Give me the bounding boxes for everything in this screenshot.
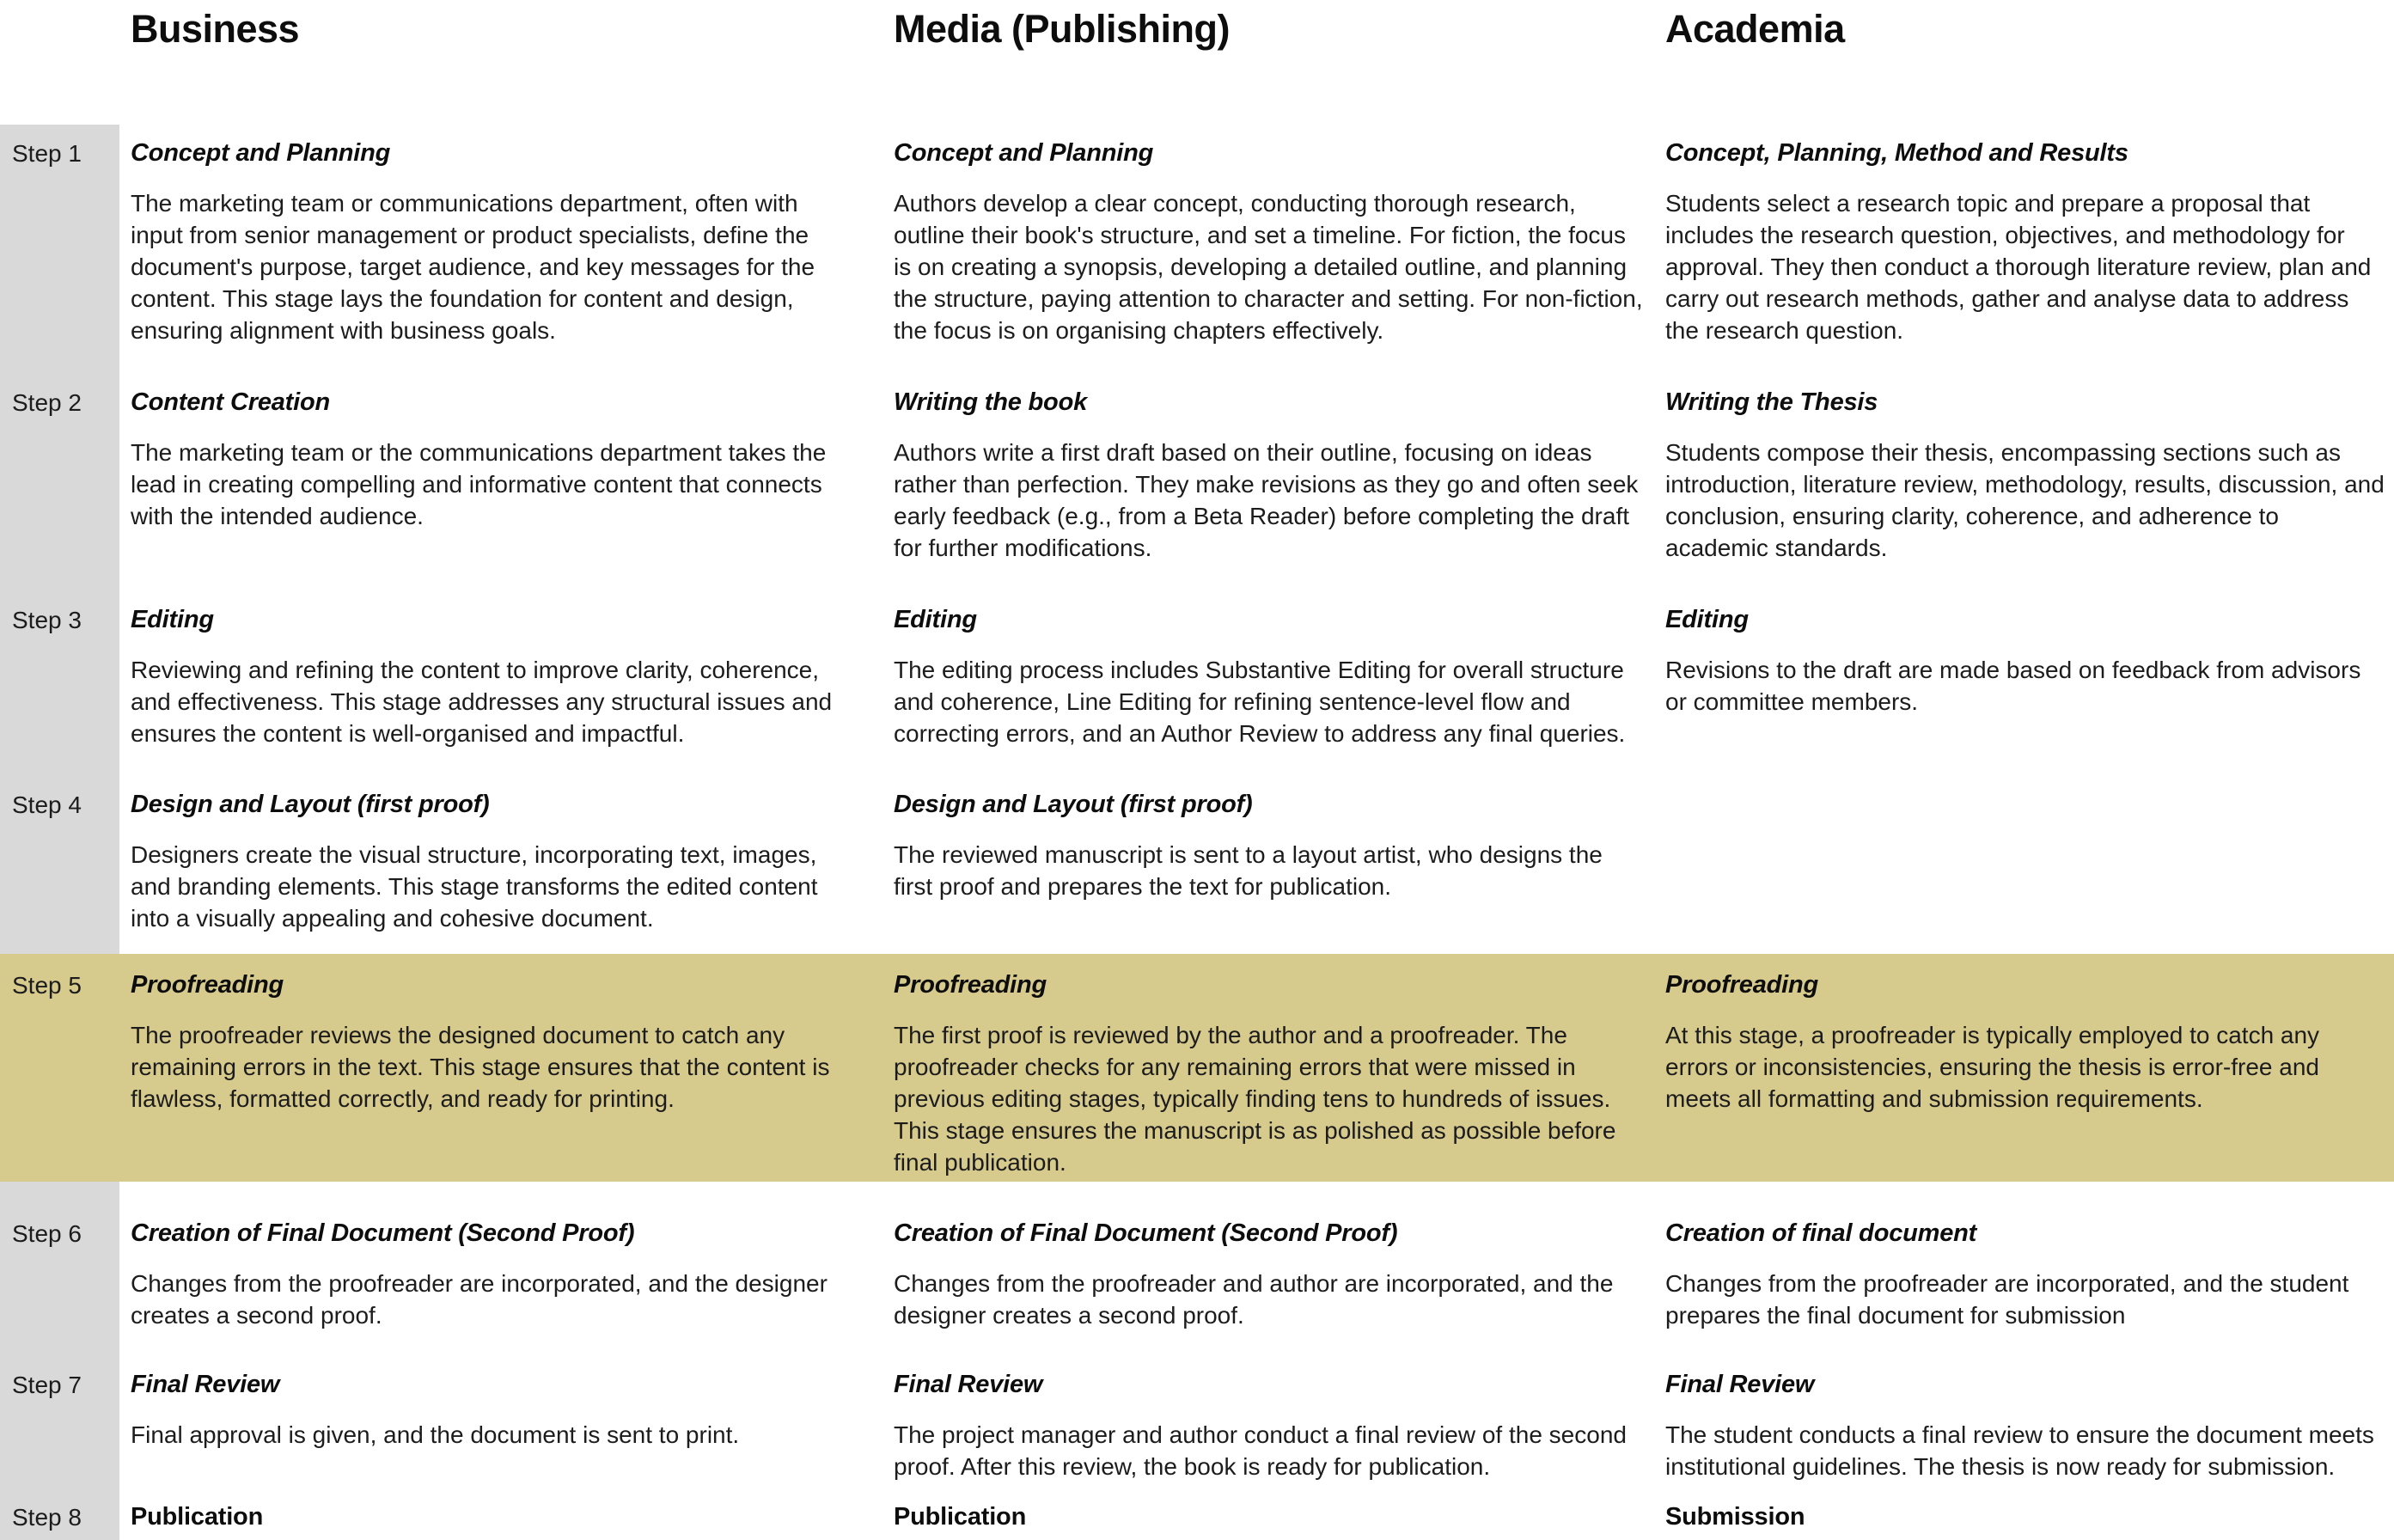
cell-heading: Final Review [894,1371,1043,1398]
cell-heading: Editing [1665,606,1749,633]
cell-heading: Design and Layout (first proof) [894,791,1253,818]
cell-heading: Submission [1665,1503,1805,1531]
cell-body: The first proof is reviewed by the author and a proofreader. The proofreader checks for any remaining errors that were missed in previous editing stages, typically finding tens to hundreds of issues. This stage ensures the manuscript is as polished as possible before final publication. [894,1022,1616,1176]
table-cell-academia-step3 [1665,591,2394,776]
cell-body: Revisions to the draft are made based on feedback from advisors or committee members. [1665,657,2361,715]
table-cell-business-step8 [119,1488,894,1540]
step-label: Step 1 [0,125,119,374]
cell-body: Students select a research topic and prepare a proposal that includes the research question, objectives, and methodology for approval. They then conduct a thorough literature review, plan and carry out research methods, gather and analyse data to address the research question. [1665,190,2372,344]
column-header-business [119,0,894,125]
column-header-media [894,0,1665,125]
table-cell-academia-step2 [1665,374,2394,591]
cell-heading: Concept, Planning, Method and Results [1665,139,2128,167]
cell-body: At this stage, a proofreader is typically employed to catch any errors or inconsistencies, ensuring the thesis is error-free and meets all formatting and submission requirements. [1665,1022,2320,1112]
step-label-highlighted: Step 5 [0,954,119,1182]
cell-heading: Publication [131,1503,264,1531]
table-cell-media-step6 [894,1182,1665,1356]
cell-heading: Final Review [1665,1371,1815,1398]
table-cell-academia-step1 [1665,125,2394,374]
table-cell-academia-step7 [1665,1356,2394,1488]
cell-heading: Editing [894,606,977,633]
cell-body: The project manager and author conduct a final review of the second proof. After this review, the book is ready for publication. [894,1421,1627,1480]
step-label: Step 3 [0,591,119,776]
cell-body: The editing process includes Substantive Editing for overall structure and coherence, Line Editing for refining sentence-level flow and correcting errors, and an Author Review to address any final queries. [894,657,1626,747]
table-cell-business-step2 [119,374,894,591]
table-cell-business-step6 [119,1182,894,1356]
cell-body: Changes from the proofreader are incorporated, and the student prepares the final document for submission [1665,1270,2349,1329]
step-label: Step 7 [0,1356,119,1488]
cell-heading: Proofreading [1665,971,1819,999]
table-cell-academia-step6 [1665,1182,2394,1356]
step-label: Step 8 [0,1488,119,1540]
table-cell-media-step4 [894,776,1665,954]
cell-heading: Proofreading [131,971,284,999]
step-column-header [0,0,119,125]
table-cell-business-step7 [119,1356,894,1488]
cell-body: Final approval is given, and the document is sent to print. [131,1421,740,1448]
cell-heading: Concept and Planning [894,139,1154,167]
column-title: Media (Publishing) [894,7,1230,51]
cell-body: Authors develop a clear concept, conducting thorough research, outline their book's structure, and set a timeline. For fiction, the focus is on creating a synopsis, developing a detailed outline, and planning the structure, paying attention to character and setting. For non-fiction, the focus is on organising chapters effectively. [894,190,1643,344]
cell-body: The reviewed manuscript is sent to a layout artist, who designs the first proof and prepares the text for publication. [894,841,1603,900]
cell-body: Changes from the proofreader are incorporated, and the designer creates a second proof. [131,1270,828,1329]
table-cell-business-step3 [119,591,894,776]
column-title: Business [131,7,300,51]
cell-heading: Creation of Final Document (Second Proof) [894,1219,1398,1247]
column-header-academia [1665,0,2394,125]
cell-body: Authors write a first draft based on their outline, focusing on ideas rather than perfection. They make revisions as they go and often seek early feedback (e.g., from a Beta Reader) before completing the draft for further modifications. [894,439,1639,561]
cell-body: Reviewing and refining the content to improve clarity, coherence, and effectiveness. This stage addresses any structural issues and ensures the content is well-organised and impactful. [131,657,833,747]
table-cell-business-step4 [119,776,894,954]
cell-heading: Proofreading [894,971,1047,999]
cell-heading: Creation of final document [1665,1219,1977,1247]
cell-body: Changes from the proofreader and author are incorporated, and the designer creates a second proof. [894,1270,1614,1329]
table-cell-business-step1 [119,125,894,374]
cell-heading: Final Review [131,1371,280,1398]
cell-heading: Writing the book [894,388,1088,416]
cell-body: Designers create the visual structure, incorporating text, images, and branding elements. This stage transforms the edited content into a visually appealing and cohesive document. [131,841,818,932]
table-cell-media-step3 [894,591,1665,776]
cell-heading: Content Creation [131,388,331,416]
step-label: Step 6 [0,1182,119,1356]
cell-heading: Concept and Planning [131,139,391,167]
table-cell-media-step8 [894,1488,1665,1540]
step-label: Step 4 [0,776,119,954]
table-cell-academia-step8 [1665,1488,2394,1540]
cell-heading: Design and Layout (first proof) [131,791,490,818]
cell-heading: Publication [894,1503,1027,1531]
step-label: Step 2 [0,374,119,591]
cell-body: The marketing team or communications department, often with input from senior management or product specialists, define the document's purpose, target audience, and key messages for the content. This stage lays the foundation for content and design, ensuring alignment with business goals. [131,190,815,344]
table-cell-media-step2 [894,374,1665,591]
cell-heading: Writing the Thesis [1665,388,1878,416]
table-cell-academia-step5-highlighted [1665,954,2394,1182]
cell-body: Students compose their thesis, encompassing sections such as introduction, literature review, methodology, results, discussion, and conclusion, ensuring clarity, coherence, and adherence to academic standards. [1665,439,2385,561]
column-title: Academia [1665,7,1845,51]
table-cell-academia-step4-empty [1665,776,2394,954]
table-cell-media-step1 [894,125,1665,374]
cell-body: The proofreader reviews the designed document to catch any remaining errors in the text. This stage ensures that the content is flawless, formatted correctly, and ready for printing. [131,1022,830,1112]
table-cell-business-step5-highlighted [119,954,894,1182]
cell-heading: Editing [131,606,214,633]
cell-heading: Creation of Final Document (Second Proof) [131,1219,635,1247]
cell-body: The student conducts a final review to ensure the document meets institutional guidelines. The thesis is now ready for submission. [1665,1421,2374,1480]
table-cell-media-step7 [894,1356,1665,1488]
table-cell-media-step5-highlighted [894,954,1665,1182]
cell-body: The marketing team or the communications department takes the lead in creating compelling and informative content that connects with the intended audience. [131,439,827,529]
